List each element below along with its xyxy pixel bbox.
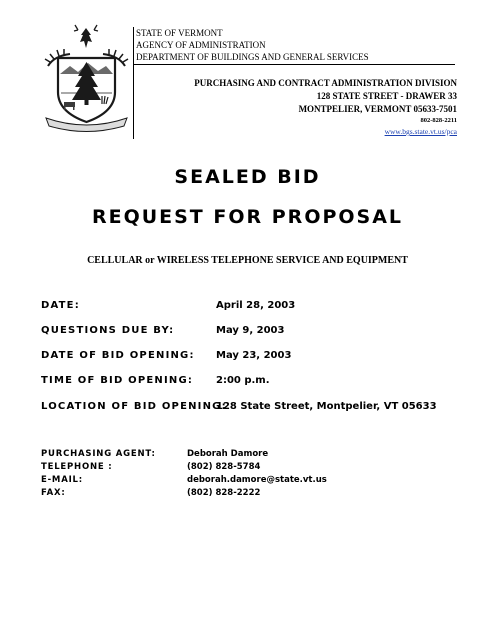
contact-value-fax: (802) 828-2222: [187, 488, 261, 498]
detail-value-date: April 28, 2003: [216, 300, 296, 311]
detail-label-bid-opening-time: TIME OF BID OPENING:: [41, 375, 194, 386]
detail-label-bid-opening-date: DATE OF BID OPENING:: [41, 350, 195, 361]
rfp-subject: CELLULAR or WIRELESS TELEPHONE SERVICE AND EQUIPMENT: [87, 255, 408, 266]
contact-label-email: E-MAIL:: [41, 475, 83, 485]
agency-line-department: DEPARTMENT OF BUILDINGS AND GENERAL SERVICES: [136, 52, 369, 62]
division-website-link[interactable]: www.bgs.state.vt.us/pca: [384, 127, 457, 136]
document-subtitle: REQUEST FOR PROPOSAL: [91, 206, 404, 228]
contact-label-telephone: TELEPHONE :: [41, 462, 113, 472]
detail-value-bid-opening-date: May 23, 2003: [216, 350, 292, 361]
contact-value-email: deborah.damore@state.vt.us: [187, 475, 327, 485]
division-city: MONTPELIER, VERMONT 05633-7501: [298, 104, 457, 114]
detail-value-questions-due: May 9, 2003: [216, 325, 285, 336]
agency-line-agency: AGENCY OF ADMINISTRATION: [136, 40, 266, 50]
contact-value-telephone: (802) 828-5784: [187, 462, 261, 472]
contact-label-agent: PURCHASING AGENT:: [41, 449, 156, 459]
header-horizontal-rule: [133, 64, 455, 65]
header-vertical-rule: [133, 27, 134, 139]
document-title: SEALED BID: [174, 166, 321, 188]
division-phone: 802-828-2211: [420, 117, 457, 124]
division-name: PURCHASING AND CONTRACT ADMINISTRATION DIVISION: [194, 78, 457, 88]
detail-value-bid-opening-time: 2:00 p.m.: [216, 375, 270, 386]
vermont-state-seal-icon: [40, 22, 133, 135]
contact-label-fax: FAX:: [41, 488, 66, 498]
agency-line-state: STATE OF VERMONT: [136, 28, 223, 38]
division-street: 128 STATE STREET - DRAWER 33: [316, 91, 457, 101]
contact-value-agent: Deborah Damore: [187, 449, 269, 459]
detail-label-bid-opening-location: LOCATION OF BID OPENING:: [41, 401, 227, 412]
detail-label-questions-due: QUESTIONS DUE BY:: [41, 325, 175, 336]
detail-label-date: DATE:: [41, 300, 80, 311]
detail-value-bid-opening-location: 128 State Street, Montpelier, VT 05633: [216, 401, 437, 412]
